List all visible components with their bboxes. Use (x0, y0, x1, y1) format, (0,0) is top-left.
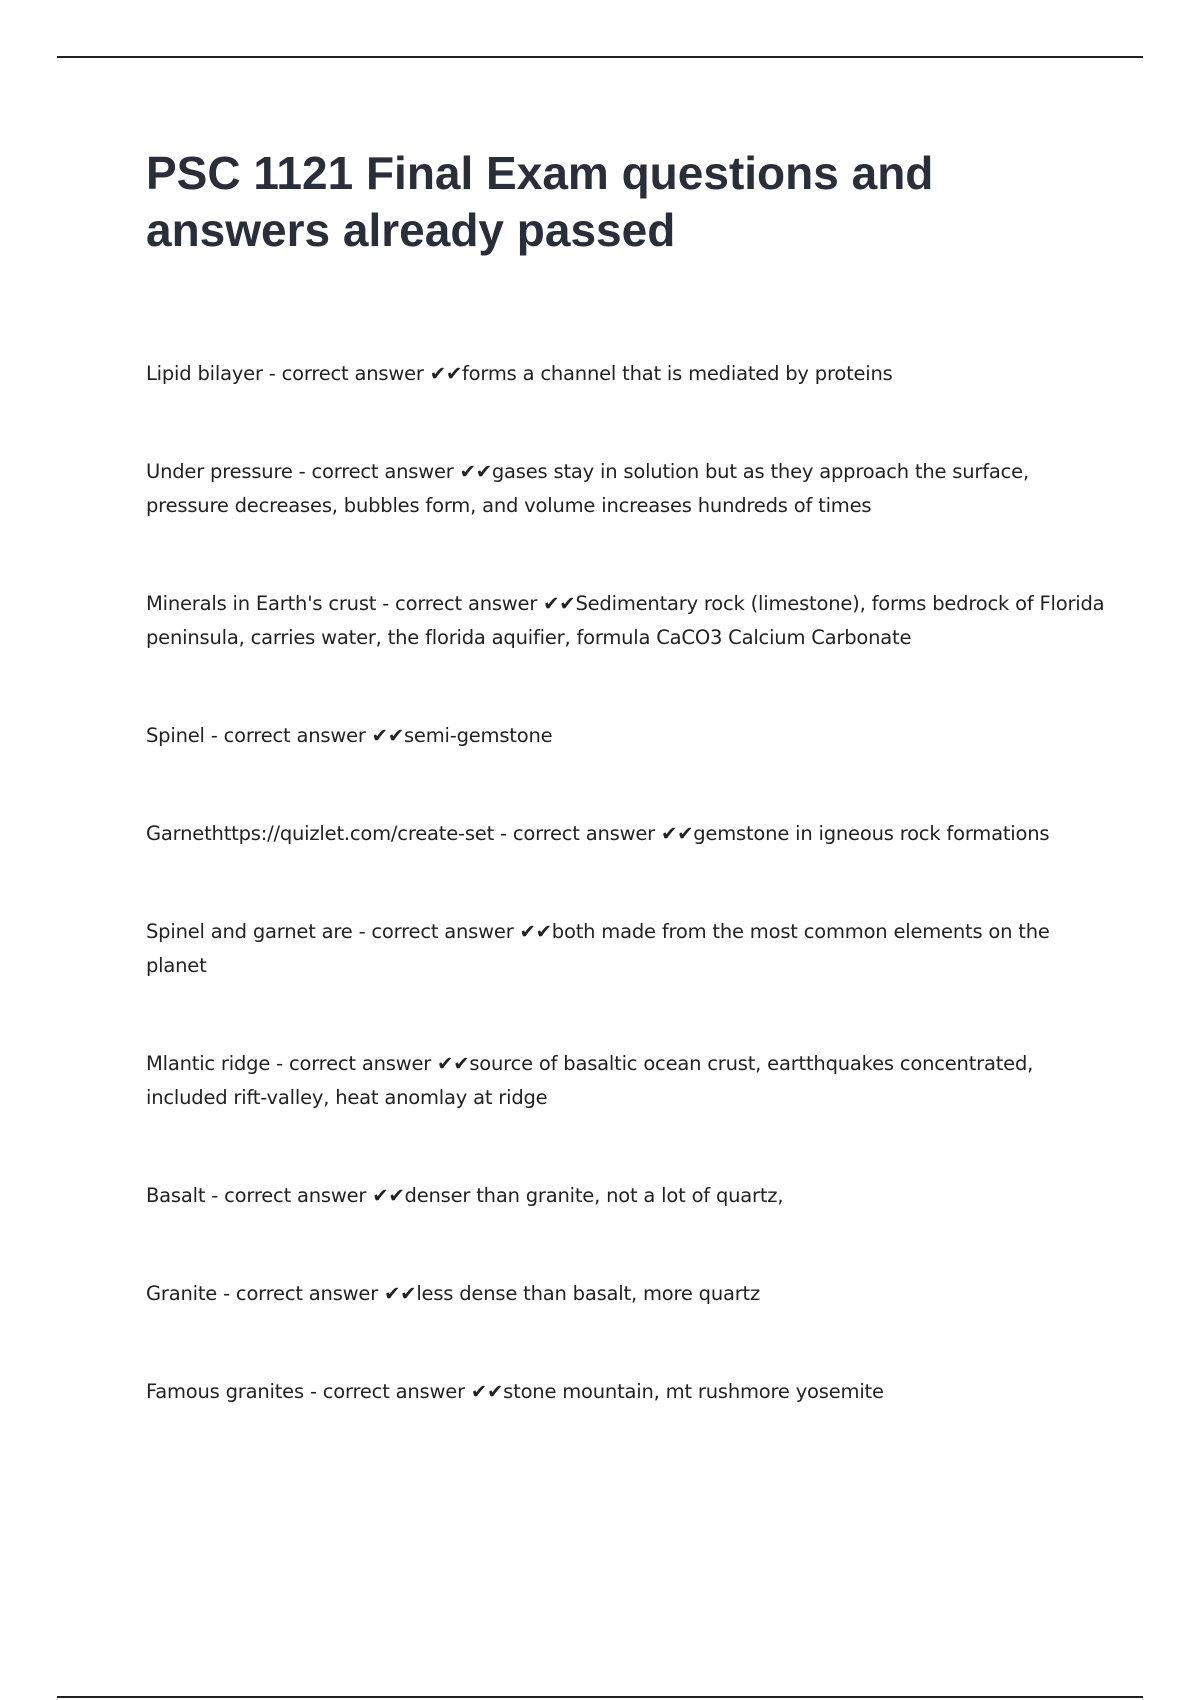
qa-item: Minerals in Earth's crust - correct answer ✔✔Sedimentary rock (limestone), forms bedrock of Florida peninsula, carries water, the florida aquifier, formula CaCO3 Calcium Carbonate (146, 592, 1105, 649)
qa-item: Under pressure - correct answer ✔✔gases stay in solution but as they approach the surface, pressure decreases, bubbles form, and volume increases hundreds of times (146, 460, 1029, 517)
qa-item: Lipid bilayer - correct answer ✔✔forms a channel that is mediated by proteins (146, 362, 893, 385)
qa-item: Spinel - correct answer ✔✔semi-gemstone (146, 724, 553, 747)
qa-item: Granite - correct answer ✔✔less dense than basalt, more quartz (146, 1282, 761, 1305)
qa-item: Spinel and garnet are - correct answer ✔✔both made from the most common elements on the planet (146, 920, 1050, 977)
qa-item: Basalt - correct answer ✔✔denser than granite, not a lot of quartz, (146, 1184, 784, 1207)
top-rule (57, 56, 1143, 58)
qa-item: Famous granites - correct answer ✔✔stone mountain, mt rushmore yosemite (146, 1380, 884, 1403)
bottom-rule (57, 1696, 1143, 1698)
qa-list (146, 357, 1106, 1409)
document-title: PSC 1121 Final Exam questions and answers already passed (146, 147, 934, 256)
qa-item: Garnethttps://quizlet.com/create-set - correct answer ✔✔gemstone in igneous rock formations (146, 822, 1050, 845)
qa-item: Mlantic ridge - correct answer ✔✔source of basaltic ocean crust, eartthquakes concentrated, included rift-valley, heat anomlay at ridge (146, 1052, 1034, 1109)
